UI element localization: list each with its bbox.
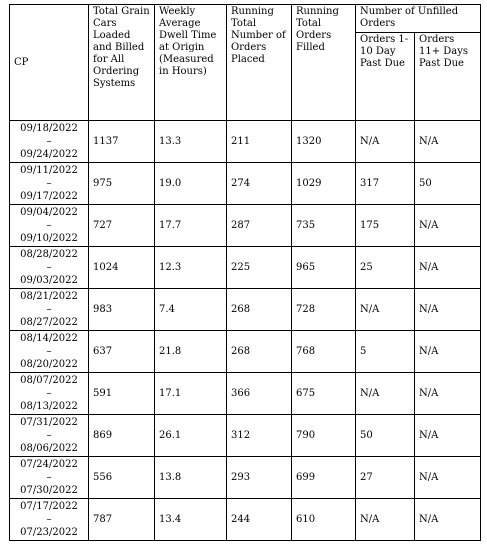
cell-weekly-dwell: 7.4 [155,289,227,331]
cell-weekly-dwell: 13.3 [155,121,227,163]
cell-past-due-11-plus: N/A [415,499,481,541]
cell-orders-placed: 274 [227,163,292,205]
cell-weekly-dwell: 17.1 [155,373,227,415]
cell-past-due-11-plus: N/A [415,373,481,415]
cp-start-date: 08/28/2022 [20,249,78,260]
cp-range-dash: – [46,346,52,357]
cp-start-date: 09/04/2022 [20,207,78,218]
cp-start-date: 09/18/2022 [20,123,78,134]
cp-date-range [10,331,89,373]
cell-past-due-1-10: N/A [356,373,415,415]
cell-past-due-1-10: 50 [356,415,415,457]
header-running-orders-filled: Running Total Orders Filled [292,5,356,121]
cell-past-due-11-plus: N/A [415,205,481,247]
cell-orders-placed: 268 [227,289,292,331]
header-weekly-dwell: Weekly Average Dwell Time at Origin (Measured in Hours) [155,5,227,121]
cp-start-date: 07/24/2022 [20,459,78,470]
cp-start-date: 07/17/2022 [20,501,78,512]
cp-date-range [10,499,89,541]
cp-date-range [10,163,89,205]
table-row [10,457,481,499]
header-unfilled-11-plus-days: Orders 11+ Days Past Due [415,33,481,121]
table-row [10,163,481,205]
cp-end-date: 09/03/2022 [20,275,78,286]
cell-past-due-11-plus: N/A [415,289,481,331]
cell-past-due-11-plus: N/A [415,121,481,163]
cp-end-date: 07/30/2022 [20,485,78,496]
cell-past-due-11-plus: 50 [415,163,481,205]
cell-weekly-dwell: 26.1 [155,415,227,457]
header-running-orders-placed: Running Total Number of Orders Placed [227,5,292,121]
cell-orders-filled: 675 [292,373,356,415]
cp-range-dash: – [46,304,52,315]
cp-date-range [10,373,89,415]
cell-total-grain-cars: 727 [89,205,155,247]
cp-range-dash: – [46,430,52,441]
header-cp: CP [10,5,89,121]
cp-start-date: 09/11/2022 [20,165,78,176]
table-row [10,415,481,457]
cell-orders-filled: 699 [292,457,356,499]
cell-orders-placed: 312 [227,415,292,457]
cell-orders-placed: 244 [227,499,292,541]
cell-weekly-dwell: 17.7 [155,205,227,247]
cp-start-date: 08/21/2022 [20,291,78,302]
cp-date-range [10,205,89,247]
table-header [10,5,481,121]
cp-range-dash: – [46,262,52,273]
cp-date-range [10,415,89,457]
cp-end-date: 07/23/2022 [20,527,78,538]
cell-orders-filled: 610 [292,499,356,541]
cell-total-grain-cars: 869 [89,415,155,457]
cp-range-dash: – [46,220,52,231]
cell-weekly-dwell: 21.8 [155,331,227,373]
cell-total-grain-cars: 975 [89,163,155,205]
cell-orders-placed: 293 [227,457,292,499]
table-row [10,373,481,415]
cell-total-grain-cars: 1137 [89,121,155,163]
cp-end-date: 09/24/2022 [20,149,78,160]
table-row [10,499,481,541]
cell-past-due-11-plus: N/A [415,247,481,289]
cell-orders-filled: 1029 [292,163,356,205]
cell-orders-placed: 211 [227,121,292,163]
cp-start-date: 08/14/2022 [20,333,78,344]
cp-date-range [10,457,89,499]
cp-end-date: 08/13/2022 [20,401,78,412]
table-row [10,121,481,163]
cell-past-due-11-plus: N/A [415,331,481,373]
cell-total-grain-cars: 983 [89,289,155,331]
cell-total-grain-cars: 787 [89,499,155,541]
cp-range-dash: – [46,136,52,147]
cell-past-due-1-10: N/A [356,121,415,163]
grain-car-table [9,4,481,541]
table-row [10,205,481,247]
cp-date-range [10,289,89,331]
cell-past-due-1-10: 5 [356,331,415,373]
cp-range-dash: – [46,178,52,189]
cell-past-due-11-plus: N/A [415,415,481,457]
cp-start-date: 08/07/2022 [20,375,78,386]
cell-past-due-1-10: N/A [356,289,415,331]
cell-orders-filled: 728 [292,289,356,331]
cell-weekly-dwell: 12.3 [155,247,227,289]
table-row [10,331,481,373]
cell-orders-filled: 735 [292,205,356,247]
cell-orders-placed: 268 [227,331,292,373]
cell-total-grain-cars: 556 [89,457,155,499]
cell-orders-filled: 965 [292,247,356,289]
cell-orders-placed: 287 [227,205,292,247]
cp-date-range [10,247,89,289]
cell-weekly-dwell: 13.8 [155,457,227,499]
cp-date-range [10,121,89,163]
cell-orders-placed: 225 [227,247,292,289]
cell-weekly-dwell: 19.0 [155,163,227,205]
cp-end-date: 08/20/2022 [20,359,78,370]
table-body [10,121,481,541]
cell-total-grain-cars: 637 [89,331,155,373]
table-row [10,247,481,289]
cp-range-dash: – [46,472,52,483]
cp-end-date: 09/17/2022 [20,191,78,202]
cell-orders-filled: 768 [292,331,356,373]
cp-end-date: 09/10/2022 [20,233,78,244]
cp-range-dash: – [46,514,52,525]
cell-weekly-dwell: 13.4 [155,499,227,541]
cell-past-due-11-plus: N/A [415,457,481,499]
cp-end-date: 08/27/2022 [20,317,78,328]
cell-orders-placed: 366 [227,373,292,415]
cell-past-due-1-10: 25 [356,247,415,289]
cp-start-date: 07/31/2022 [20,417,78,428]
cell-past-due-1-10: 317 [356,163,415,205]
cp-end-date: 08/06/2022 [20,443,78,454]
table-row [10,289,481,331]
header-total-grain-cars: Total Grain Cars Loaded and Billed for All Ordering Systems [89,5,155,121]
cell-total-grain-cars: 1024 [89,247,155,289]
cell-past-due-1-10: 175 [356,205,415,247]
cell-orders-filled: 1320 [292,121,356,163]
cell-past-due-1-10: 27 [356,457,415,499]
cell-orders-filled: 790 [292,415,356,457]
cell-past-due-1-10: N/A [356,499,415,541]
cell-total-grain-cars: 591 [89,373,155,415]
header-unfilled-1-10-days: Orders 1-10 Day Past Due [356,33,415,121]
header-unfilled-orders: Number of Unfilled Orders [356,5,481,33]
cp-range-dash: – [46,388,52,399]
